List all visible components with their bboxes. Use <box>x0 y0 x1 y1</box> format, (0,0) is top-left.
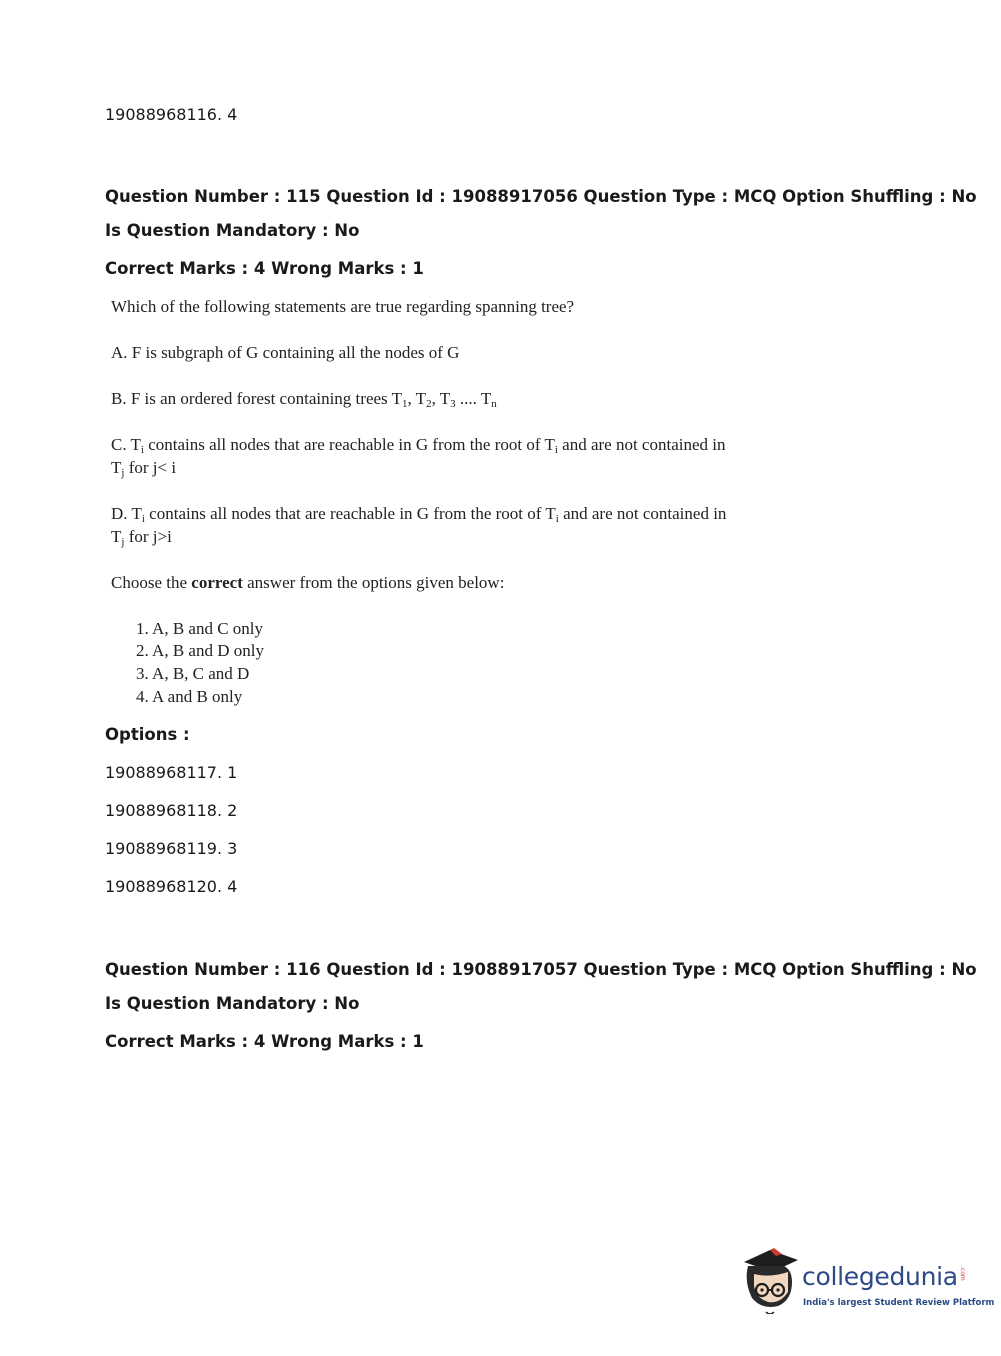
choose-instruction: Choose the correct answer from the options given below: <box>111 573 505 592</box>
q116-mandatory: Is Question Mandatory : No <box>105 994 360 1013</box>
previous-option: 19088968116. 4 <box>105 105 238 124</box>
statement-d-cont: $T_j$ for j>i <box>111 527 172 548</box>
choice-item: 2. A, B and D only <box>136 641 264 660</box>
option-item: 19088968120. 4 <box>105 877 238 896</box>
q115-marks: Correct Marks : 4 Wrong Marks : 1 <box>105 259 424 278</box>
statement-b: B. F is an ordered forest containing trees $T_1$, $T_2$, $T_3$ .... $T_n$ <box>111 389 497 410</box>
logo-com: .com <box>959 1266 966 1281</box>
option-item: 19088968119. 3 <box>105 839 238 858</box>
statement-d: D. $T_i$ contains all nodes that are reachable in G from the root of $T_i$ and are not contained in <box>111 504 727 525</box>
logo-wordmark: collegedunia <box>802 1262 958 1291</box>
logo-tagline: India's largest Student Review Platform <box>803 1298 995 1308</box>
mascot-icon <box>740 1248 802 1314</box>
choice-item: 1. A, B and C only <box>136 619 264 638</box>
options-label: Options : <box>105 725 190 744</box>
q115-header: Question Number : 115 Question Id : 19088917056 Question Type : MCQ Option Shuffling : No <box>105 187 977 206</box>
statement-c-cont: $T_j$ for j< i <box>111 458 177 479</box>
option-item: 19088968117. 1 <box>105 763 238 782</box>
option-item: 19088968118. 2 <box>105 801 238 820</box>
choice-item: 4. A and B only <box>136 687 243 706</box>
q115-mandatory: Is Question Mandatory : No <box>105 221 360 240</box>
q116-header: Question Number : 116 Question Id : 19088917057 Question Type : MCQ Option Shuffling : No <box>105 960 977 979</box>
statement-a: A. F is subgraph of G containing all the nodes of G <box>111 343 460 362</box>
statement-c: C. $T_i$ contains all nodes that are reachable in G from the root of $T_i$ and are not contained in <box>111 435 726 456</box>
choice-item: 3. A, B, C and D <box>136 664 250 683</box>
q116-marks: Correct Marks : 4 Wrong Marks : 1 <box>105 1032 424 1051</box>
collegedunia-logo <box>740 1248 995 1318</box>
question-stem: Which of the following statements are true regarding spanning tree? <box>111 297 575 316</box>
